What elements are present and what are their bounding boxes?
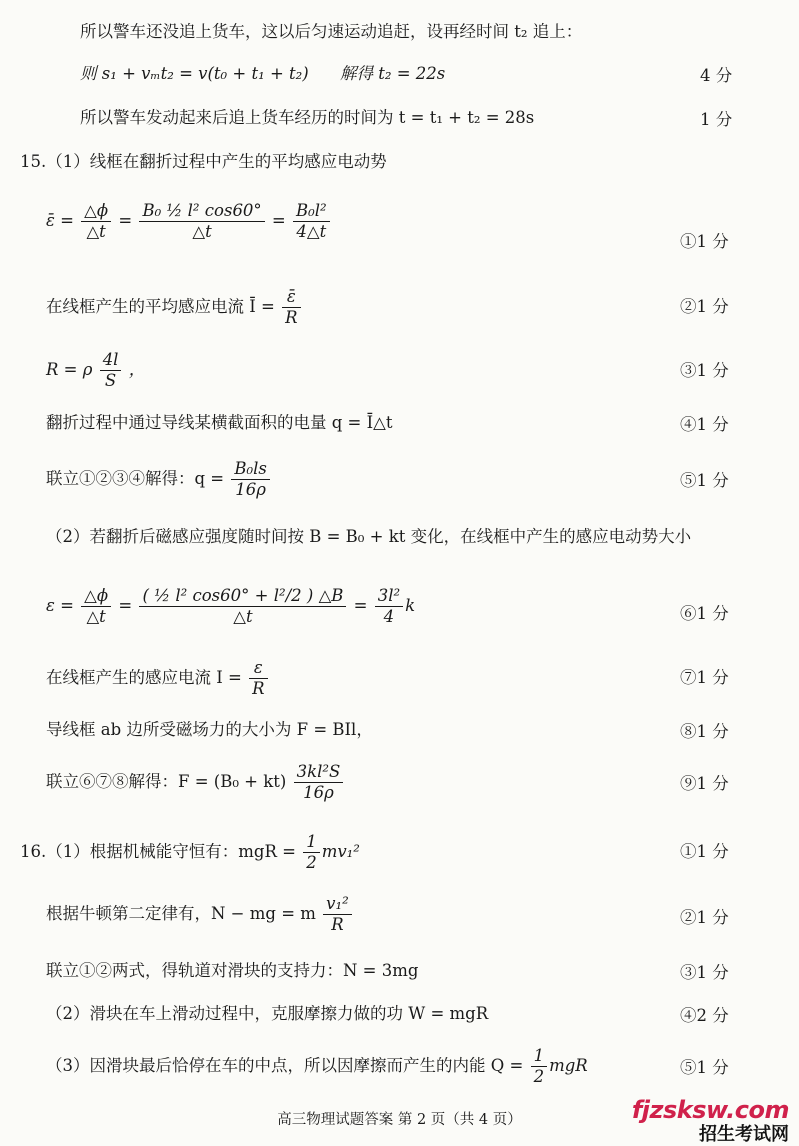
equation-line — [46, 350, 145, 391]
fraction — [81, 586, 111, 627]
numerator: ε̄ — [282, 287, 300, 308]
score-label: ③1 分 — [680, 361, 729, 380]
watermark-site: fjzsksw.com — [631, 1096, 789, 1124]
equation-line — [46, 287, 303, 328]
equation-line: 则 s₁ + vₘt₂ = v(t₀ + t₁ + t₂) — [80, 64, 309, 83]
fraction — [249, 658, 267, 699]
numerator: v₁² — [323, 894, 352, 915]
watermark-name: 招生考试网 — [699, 1124, 789, 1145]
fraction — [81, 201, 111, 242]
denominator: 16ρ — [303, 783, 334, 802]
equation-text: 联立⑥⑦⑧解得：F = (B₀ + kt) — [46, 772, 287, 791]
score-label: ③1 分 — [680, 963, 729, 982]
fraction — [303, 832, 320, 873]
equation-text: R = ρ — [46, 360, 98, 379]
fraction — [100, 350, 122, 391]
denominator: 4 — [383, 607, 395, 626]
equation-lhs: ε = — [46, 596, 80, 615]
denominator: △t — [86, 607, 106, 626]
numerator: ( ½ l² cos60° + l²/2 ) △B — [139, 586, 346, 607]
numerator: 3l² — [375, 586, 403, 607]
equation-line: 导线框 ab 边所受磁场力的大小为 F = BIl， — [46, 720, 373, 739]
equation-line: 解得 t₂ = 22s — [340, 64, 446, 83]
score-label: ①1 分 — [680, 842, 729, 861]
numerator: △ϕ — [81, 586, 111, 607]
equation-tail: ， — [128, 360, 146, 379]
fraction — [531, 1046, 548, 1087]
denominator: S — [104, 371, 117, 390]
score-label: ⑤1 分 — [680, 471, 729, 490]
score-label: ⑧1 分 — [680, 722, 729, 741]
numerator: 4l — [100, 350, 122, 371]
denominator: R — [285, 308, 298, 327]
denominator: 4△t — [296, 222, 327, 241]
equation-line — [46, 762, 345, 803]
numerator: B₀ls — [231, 459, 269, 480]
text-line: 所以警车还没追上货车，这以后匀速运动追赶，设再经时间 t₂ 追上： — [80, 22, 583, 41]
denominator: △t — [86, 222, 106, 241]
fraction — [139, 201, 264, 242]
numerator: 3kl²S — [294, 762, 344, 783]
equation-line — [46, 459, 272, 500]
fraction — [293, 201, 330, 242]
score-label: ⑦1 分 — [680, 668, 729, 687]
equation-line — [46, 658, 270, 699]
equation-text: 根据牛顿第二定律有，N − mg = m — [46, 904, 322, 923]
equation-text: 在线框产生的感应电流 I = — [46, 668, 248, 687]
numerator: 1 — [303, 832, 320, 853]
question-heading: 15.（1）线框在翻折过程中产生的平均感应电动势 — [20, 152, 387, 171]
denominator: 16ρ — [235, 480, 266, 499]
equation-line — [46, 1046, 588, 1087]
score-label: ①1 分 — [680, 232, 729, 251]
equation-text: 16.（1）根据机械能守恒有：mgR = — [20, 842, 302, 861]
fraction — [323, 894, 352, 935]
score-label: 4 分 — [700, 66, 733, 85]
equation-tail: mv₁² — [321, 842, 360, 861]
equation-line: （2）滑块在车上滑动过程中，克服摩擦力做的功 W = mgR — [46, 1004, 489, 1023]
equation-tail: mgR — [549, 1056, 588, 1075]
text-line: 所以警车发动起来后追上货车经历的时间为 t = t₁ + t₂ = 28s — [80, 108, 535, 127]
score-label: ④1 分 — [680, 415, 729, 434]
denominator: 2 — [306, 853, 317, 872]
equation-text: 在线框产生的平均感应电流 Ī = — [46, 297, 281, 316]
score-label: ⑥1 分 — [680, 604, 729, 623]
numerator: 1 — [531, 1046, 548, 1067]
fraction — [375, 586, 403, 627]
numerator: ε — [249, 658, 267, 679]
score-label: ④2 分 — [680, 1006, 729, 1025]
fraction — [231, 459, 269, 500]
numerator: B₀l² — [293, 201, 330, 222]
equation-line: ε = $\frac{\triangle\phi}{\triangle t}$ = $\frac{\text{( ½ l² cos60° + l²/2 ) △B}}{\triangle t}$ = $\frac{\text{3l²}}{4}$ k — [46, 586, 416, 626]
denominator: R — [252, 679, 265, 698]
equation-text: （3）因滑块最后恰停在车的中点，所以因摩擦而产生的内能 Q = — [46, 1056, 529, 1075]
score-label: ⑤1 分 — [680, 1058, 729, 1077]
watermark-logo — [632, 1096, 789, 1146]
numerator: B₀ ½ l² cos60° — [139, 201, 264, 222]
question-heading — [20, 832, 360, 873]
equation-line: ε̄ = $\frac{\triangle\phi}{\triangle t}$ = $\frac{\text{B₀ ½ l² cos60°}}{\triangle t}$ = $\frac{\text{B₀l²}}{4\triangle t}$ — [46, 201, 332, 242]
equation-tail: k — [405, 596, 416, 615]
score-label: ⑨1 分 — [680, 774, 729, 793]
numerator: △ϕ — [81, 201, 111, 222]
equation-line: 联立①②两式，得轨道对滑块的支持力：N = 3mg — [46, 961, 419, 980]
equation-text: 联立①②③④解得：q = — [46, 469, 230, 488]
score-label: ②1 分 — [680, 908, 729, 927]
denominator: △t — [192, 222, 212, 241]
question-heading: （2）若翻折后磁感应强度随时间按 B = B₀ + kt 变化，在线框中产生的感应电动势大小 — [46, 527, 692, 546]
score-label: ②1 分 — [680, 297, 729, 316]
equation-line — [46, 894, 354, 935]
fraction — [282, 287, 300, 328]
denominator: △t — [233, 607, 253, 626]
denominator: R — [331, 915, 344, 934]
denominator: 2 — [533, 1067, 545, 1086]
equation-lhs: ε̄ = — [46, 211, 80, 230]
equation-line: 翻折过程中通过导线某横截面积的电量 q = Ī△t — [46, 413, 393, 432]
fraction — [294, 762, 344, 803]
fraction — [139, 586, 346, 627]
score-label: 1 分 — [700, 110, 733, 129]
page-footer: 高三物理试题答案 第 2 页（共 4 页） — [277, 1112, 522, 1128]
